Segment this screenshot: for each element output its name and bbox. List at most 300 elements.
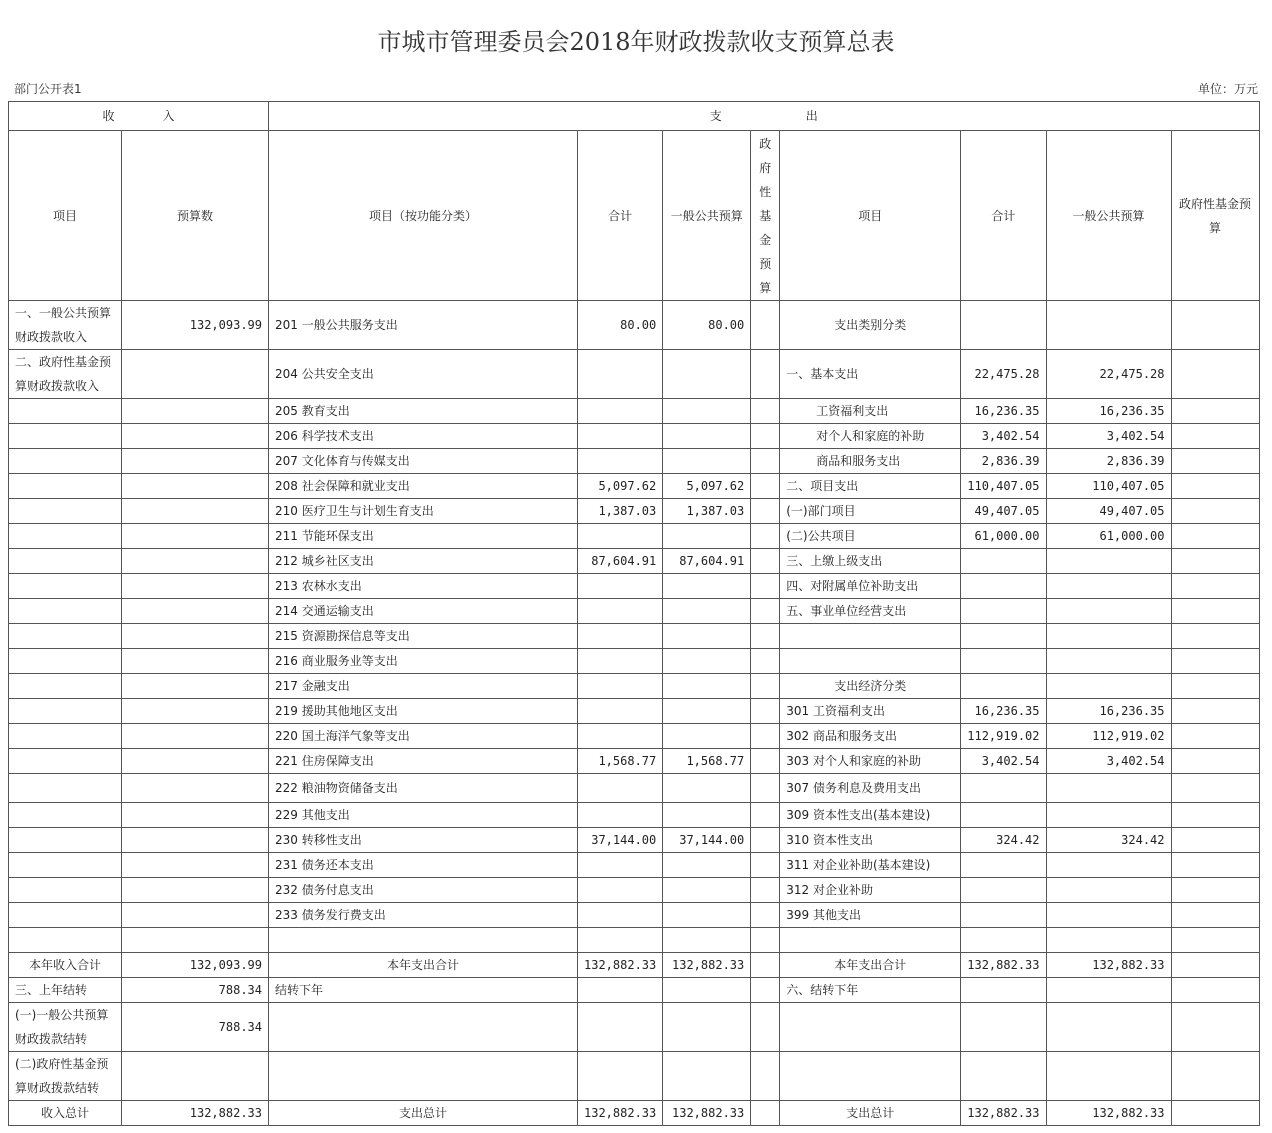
blank: [1046, 1052, 1171, 1101]
blank: [780, 1003, 961, 1052]
expense-total: 132,882.33: [578, 1101, 663, 1126]
expense-general-cell: 61,000.00: [1046, 524, 1171, 549]
function-fund-cell: [751, 350, 780, 399]
income-amount-cell: [122, 474, 269, 499]
col-gov-fund: [751, 131, 780, 301]
table-row: [9, 524, 1260, 549]
function-fund-cell: [751, 549, 780, 574]
function-total-cell: [578, 350, 663, 399]
blank: [663, 1003, 751, 1052]
income-item-cell: [9, 449, 122, 474]
income-item-cell: [9, 424, 122, 449]
table-row: [9, 928, 1260, 953]
income-item-cell: [9, 549, 122, 574]
expense-fund-cell: [1171, 878, 1259, 903]
function-item-cell: 205 教育支出: [269, 399, 578, 424]
function-item-cell: 201 一般公共服务支出: [269, 301, 578, 350]
function-total-cell: 1,568.77: [578, 749, 663, 774]
expense-item-cell: 支出类别分类: [780, 301, 961, 350]
function-item-cell: 204 公共安全支出: [269, 350, 578, 399]
table-row: [9, 724, 1260, 749]
function-general-cell: 37,144.00: [663, 828, 751, 853]
function-item-cell: 214 交通运输支出: [269, 599, 578, 624]
income-item-cell: [9, 474, 122, 499]
expense-item-cell: 309 资本性支出(基本建设): [780, 803, 961, 828]
function-total-cell: [578, 649, 663, 674]
table-row: [9, 549, 1260, 574]
expense-total-label-2: 支出总计: [780, 1101, 961, 1126]
function-general-cell: 5,097.62: [663, 474, 751, 499]
income-item-cell: [9, 878, 122, 903]
year-expense-fund-2: [1171, 953, 1259, 978]
function-fund-cell: [751, 424, 780, 449]
function-item-cell: 210 医疗卫生与计划生育支出: [269, 499, 578, 524]
expense-item-cell: [780, 624, 961, 649]
col-func-item: 项目（按功能分类）: [269, 131, 578, 301]
income-amount-cell: [122, 749, 269, 774]
year-expense-total: 132,882.33: [578, 953, 663, 978]
function-fund-cell: [751, 928, 780, 953]
function-general-cell: [663, 399, 751, 424]
expense-fund-cell: [1171, 524, 1259, 549]
function-total-cell: [578, 449, 663, 474]
expense-general-cell: 2,836.39: [1046, 449, 1171, 474]
function-total-cell: 37,144.00: [578, 828, 663, 853]
carry-label: 三、上年结转: [9, 978, 122, 1003]
expense-general-cell: [1046, 649, 1171, 674]
expense-item-cell: 工资福利支出: [780, 399, 961, 424]
expense-fund-cell: [1171, 903, 1259, 928]
col-total: 合计: [578, 131, 663, 301]
expense-fund-cell: [1171, 803, 1259, 828]
function-general-cell: [663, 774, 751, 803]
blank: [961, 1052, 1046, 1101]
expense-general-cell: [1046, 878, 1171, 903]
function-total-cell: [578, 803, 663, 828]
expense-item-cell: 307 债务利息及费用支出: [780, 774, 961, 803]
year-income-amount: 132,093.99: [122, 953, 269, 978]
function-fund-cell: [751, 449, 780, 474]
expense-general-cell: [1046, 624, 1171, 649]
income-item-cell: [9, 574, 122, 599]
expense-fund-cell: [1171, 301, 1259, 350]
function-item-cell: 219 援助其他地区支出: [269, 699, 578, 724]
year-income-label: 本年收入合计: [9, 953, 122, 978]
function-item-cell: 213 农林水支出: [269, 574, 578, 599]
income-amount-cell: [122, 524, 269, 549]
table-row: [9, 399, 1260, 424]
income-item-cell: [9, 649, 122, 674]
carry-general-label: (一)一般公共预算财政拨款结转: [9, 1003, 122, 1052]
income-amount-cell: [122, 599, 269, 624]
function-item-cell: 231 债务还本支出: [269, 853, 578, 878]
function-total-cell: 87,604.91: [578, 549, 663, 574]
income-total-amount: 132,882.33: [122, 1101, 269, 1126]
table-row: [9, 903, 1260, 928]
income-amount-cell: [122, 499, 269, 524]
expense-item-cell: 对个人和家庭的补助: [780, 424, 961, 449]
function-fund-cell: [751, 803, 780, 828]
year-expense-general: 132,882.33: [663, 953, 751, 978]
expense-total-cell: [961, 853, 1046, 878]
expense-fund-cell: [1171, 674, 1259, 699]
function-total-cell: [578, 774, 663, 803]
function-general-cell: [663, 878, 751, 903]
function-total-cell: [578, 574, 663, 599]
expense-total-cell: [961, 878, 1046, 903]
expense-general-cell: 112,919.02: [1046, 724, 1171, 749]
income-amount-cell: [122, 853, 269, 878]
income-amount-cell: [122, 574, 269, 599]
expense-general-cell: 22,475.28: [1046, 350, 1171, 399]
income-item-cell: 二、政府性基金预算财政拨款收入: [9, 350, 122, 399]
income-item-cell: [9, 499, 122, 524]
function-fund-cell: [751, 624, 780, 649]
expense-total-cell: [961, 674, 1046, 699]
carry-next: 结转下年: [269, 978, 578, 1003]
table-row: [9, 674, 1260, 699]
table-row: [9, 499, 1260, 524]
expense-general-cell: [1046, 574, 1171, 599]
function-general-cell: [663, 449, 751, 474]
expense-item-cell: 支出经济分类: [780, 674, 961, 699]
expense-total-cell: [961, 574, 1046, 599]
income-item-cell: [9, 803, 122, 828]
col-item: 项目: [9, 131, 122, 301]
carry-next-fund: [751, 978, 780, 1003]
expense-item-cell: 399 其他支出: [780, 903, 961, 928]
income-amount-cell: [122, 903, 269, 928]
table-row: [9, 774, 1260, 803]
function-fund-cell: [751, 774, 780, 803]
income-amount-cell: 132,093.99: [122, 301, 269, 350]
col-item2: 项目: [780, 131, 961, 301]
function-fund-cell: [751, 524, 780, 549]
income-item-cell: [9, 724, 122, 749]
function-general-cell: [663, 724, 751, 749]
expense-item-cell: 三、上缴上级支出: [780, 549, 961, 574]
expense-total-cell: 61,000.00: [961, 524, 1046, 549]
function-total-cell: [578, 524, 663, 549]
function-total-cell: [578, 724, 663, 749]
expense-total-cell: 110,407.05: [961, 474, 1046, 499]
expense-fund-cell: [1171, 828, 1259, 853]
function-item-cell: [269, 928, 578, 953]
function-general-cell: [663, 524, 751, 549]
col-general2: 一般公共预算: [1046, 131, 1171, 301]
function-fund-cell: [751, 301, 780, 350]
function-general-cell: 1,387.03: [663, 499, 751, 524]
expense-item-cell: [780, 928, 961, 953]
function-general-cell: [663, 853, 751, 878]
function-total-cell: [578, 624, 663, 649]
expense-total-cell: [961, 599, 1046, 624]
income-item-cell: [9, 828, 122, 853]
table-row: [9, 699, 1260, 724]
function-item-cell: 230 转移性支出: [269, 828, 578, 853]
budget-table: [8, 101, 1260, 1126]
blank: [663, 1052, 751, 1101]
table-row: [9, 424, 1260, 449]
expense-item-cell: 310 资本性支出: [780, 828, 961, 853]
blank: [578, 1052, 663, 1101]
expense-fund-cell: [1171, 699, 1259, 724]
expense-general-cell: [1046, 928, 1171, 953]
carry-next-2: 六、结转下年: [780, 978, 961, 1003]
income-amount-cell: [122, 674, 269, 699]
table-code: 部门公开表1: [14, 82, 82, 96]
function-general-cell: [663, 599, 751, 624]
function-general-cell: 1,568.77: [663, 749, 751, 774]
expense-total-cell: [961, 624, 1046, 649]
function-item-cell: 229 其他支出: [269, 803, 578, 828]
income-amount-cell: [122, 424, 269, 449]
income-header: 收 入: [9, 102, 269, 131]
table-row: [9, 749, 1260, 774]
carry-next-fund-2: [1171, 978, 1259, 1003]
expense-fund-cell: [1171, 599, 1259, 624]
expense-total-cell: [961, 928, 1046, 953]
expense-fund-cell: [1171, 449, 1259, 474]
income-item-cell: [9, 624, 122, 649]
function-item-cell: 206 科学技术支出: [269, 424, 578, 449]
income-item-cell: [9, 749, 122, 774]
expense-fund-cell: [1171, 474, 1259, 499]
function-fund-cell: [751, 828, 780, 853]
function-fund-cell: [751, 474, 780, 499]
col-budget: 预算数: [122, 131, 269, 301]
year-expense-general-2: 132,882.33: [1046, 953, 1171, 978]
income-total-label: 收入总计: [9, 1101, 122, 1126]
function-item-cell: 221 住房保障支出: [269, 749, 578, 774]
income-amount-cell: [122, 828, 269, 853]
function-general-cell: [663, 350, 751, 399]
expense-general-cell: [1046, 853, 1171, 878]
summary-row: [9, 1101, 1260, 1126]
expense-general-cell: [1046, 549, 1171, 574]
expense-item-cell: 311 对企业补助(基本建设): [780, 853, 961, 878]
blank: [578, 1003, 663, 1052]
expense-item-cell: 301 工资福利支出: [780, 699, 961, 724]
function-item-cell: 211 节能环保支出: [269, 524, 578, 549]
function-item-cell: 208 社会保障和就业支出: [269, 474, 578, 499]
income-item-cell: [9, 399, 122, 424]
function-general-cell: [663, 674, 751, 699]
expense-fund-cell: [1171, 853, 1259, 878]
income-amount-cell: [122, 399, 269, 424]
expense-fund-2: [1171, 1101, 1259, 1126]
function-total-cell: [578, 674, 663, 699]
expense-fund-cell: [1171, 724, 1259, 749]
expense-total-cell: 3,402.54: [961, 424, 1046, 449]
carry-general-amount: 788.34: [122, 1003, 269, 1052]
function-general-cell: [663, 903, 751, 928]
carry-amount: 788.34: [122, 978, 269, 1003]
expense-total-cell: [961, 549, 1046, 574]
page-title: 市城市管理委员会2018年财政拨款收支预算总表: [377, 28, 895, 56]
expense-item-cell: 312 对企业补助: [780, 878, 961, 903]
table-row: [9, 599, 1260, 624]
expense-total-cell: 112,919.02: [961, 724, 1046, 749]
expense-item-cell: 303 对个人和家庭的补助: [780, 749, 961, 774]
table-row: [9, 350, 1260, 399]
table-row: [9, 803, 1260, 828]
function-general-cell: [663, 928, 751, 953]
carry-fund-amount: [122, 1052, 269, 1101]
function-fund-cell: [751, 599, 780, 624]
function-total-cell: [578, 399, 663, 424]
income-item-cell: [9, 853, 122, 878]
expense-fund: [751, 1101, 780, 1126]
income-amount-cell: [122, 549, 269, 574]
function-total-cell: [578, 903, 663, 928]
blank: [1046, 1003, 1171, 1052]
expense-total-cell: 324.42: [961, 828, 1046, 853]
function-total-cell: [578, 853, 663, 878]
expense-fund-cell: [1171, 749, 1259, 774]
function-fund-cell: [751, 699, 780, 724]
income-item-cell: 一、一般公共预算财政拨款收入: [9, 301, 122, 350]
blank: [1171, 1052, 1259, 1101]
income-amount-cell: [122, 624, 269, 649]
income-amount-cell: [122, 649, 269, 674]
expense-total-cell: 2,836.39: [961, 449, 1046, 474]
income-item-cell: [9, 599, 122, 624]
expense-general-cell: 49,407.05: [1046, 499, 1171, 524]
expense-total-cell: [961, 903, 1046, 928]
expense-fund-cell: [1171, 399, 1259, 424]
income-amount-cell: [122, 928, 269, 953]
table-row: [9, 878, 1260, 903]
table-row: [9, 649, 1260, 674]
function-item-cell: 232 债务付息支出: [269, 878, 578, 903]
expense-item-cell: 商品和服务支出: [780, 449, 961, 474]
expense-total-cell: [961, 301, 1046, 350]
expense-total-cell: 16,236.35: [961, 399, 1046, 424]
function-total-cell: [578, 599, 663, 624]
expense-general-cell: 3,402.54: [1046, 424, 1171, 449]
function-fund-cell: [751, 853, 780, 878]
function-fund-cell: [751, 724, 780, 749]
carry-next-total: [578, 978, 663, 1003]
expense-general: 132,882.33: [663, 1101, 751, 1126]
function-item-cell: 207 文化体育与传媒支出: [269, 449, 578, 474]
function-item-cell: 220 国土海洋气象等支出: [269, 724, 578, 749]
expense-item-cell: (一)部门项目: [780, 499, 961, 524]
income-amount-cell: [122, 774, 269, 803]
function-fund-cell: [751, 878, 780, 903]
income-amount-cell: [122, 350, 269, 399]
section-header-row: [9, 102, 1260, 131]
function-total-cell: 1,387.03: [578, 499, 663, 524]
table-row: [9, 624, 1260, 649]
function-item-cell: 217 金融支出: [269, 674, 578, 699]
col-gov-fund-label: 政 府 性 基 金 预 算: [759, 136, 772, 295]
expense-item-cell: 五、事业单位经营支出: [780, 599, 961, 624]
function-fund-cell: [751, 399, 780, 424]
carry-fund-label: (二)政府性基金预算财政拨款结转: [9, 1052, 122, 1101]
expense-fund-cell: [1171, 574, 1259, 599]
expense-total-2: 132,882.33: [961, 1101, 1046, 1126]
income-item-cell: [9, 928, 122, 953]
expense-header: 支 出: [269, 102, 1260, 131]
column-header-row: [9, 131, 1260, 301]
function-total-cell: [578, 878, 663, 903]
table-row: [9, 828, 1260, 853]
table-row: [9, 574, 1260, 599]
function-total-cell: 80.00: [578, 301, 663, 350]
function-item-cell: 216 商业服务业等支出: [269, 649, 578, 674]
function-item-cell: 215 资源勘探信息等支出: [269, 624, 578, 649]
expense-fund-cell: [1171, 499, 1259, 524]
function-total-cell: [578, 699, 663, 724]
table-row: [9, 474, 1260, 499]
income-amount-cell: [122, 699, 269, 724]
function-item-cell: 212 城乡社区支出: [269, 549, 578, 574]
expense-general-cell: [1046, 674, 1171, 699]
function-total-cell: [578, 928, 663, 953]
income-item-cell: [9, 524, 122, 549]
expense-item-cell: 二、项目支出: [780, 474, 961, 499]
income-amount-cell: [122, 878, 269, 903]
expense-fund-cell: [1171, 624, 1259, 649]
expense-total-cell: [961, 774, 1046, 803]
expense-general-cell: [1046, 803, 1171, 828]
expense-fund-cell: [1171, 350, 1259, 399]
blank: [269, 1003, 578, 1052]
expense-total-cell: 49,407.05: [961, 499, 1046, 524]
expense-item-cell: 四、对附属单位补助支出: [780, 574, 961, 599]
year-expense-label-2: 本年支出合计: [780, 953, 961, 978]
expense-fund-cell: [1171, 649, 1259, 674]
function-general-cell: [663, 574, 751, 599]
col-total2: 合计: [961, 131, 1046, 301]
expense-item-cell: (二)公共项目: [780, 524, 961, 549]
income-item-cell: [9, 774, 122, 803]
summary-row: [9, 1052, 1260, 1101]
table-row: [9, 449, 1260, 474]
expense-general-cell: [1046, 774, 1171, 803]
expense-total-cell: [961, 803, 1046, 828]
expense-item-cell: 一、基本支出: [780, 350, 961, 399]
income-amount-cell: [122, 449, 269, 474]
expense-general-cell: [1046, 903, 1171, 928]
blank: [751, 1052, 780, 1101]
expense-general-cell: [1046, 599, 1171, 624]
expense-fund-cell: [1171, 928, 1259, 953]
function-fund-cell: [751, 499, 780, 524]
function-fund-cell: [751, 574, 780, 599]
function-fund-cell: [751, 749, 780, 774]
expense-general-cell: [1046, 301, 1171, 350]
function-fund-cell: [751, 674, 780, 699]
expense-fund-cell: [1171, 424, 1259, 449]
carry-next-general-2: [1046, 978, 1171, 1003]
expense-total-cell: 22,475.28: [961, 350, 1046, 399]
function-general-cell: [663, 649, 751, 674]
expense-total-label: 支出总计: [269, 1101, 578, 1126]
table-row: [9, 853, 1260, 878]
function-fund-cell: [751, 649, 780, 674]
income-item-cell: [9, 903, 122, 928]
blank: [751, 1003, 780, 1052]
income-item-cell: [9, 674, 122, 699]
year-expense-total-2: 132,882.33: [961, 953, 1046, 978]
function-general-cell: [663, 424, 751, 449]
expense-item-cell: [780, 649, 961, 674]
expense-total-cell: 3,402.54: [961, 749, 1046, 774]
expense-total-cell: [961, 649, 1046, 674]
